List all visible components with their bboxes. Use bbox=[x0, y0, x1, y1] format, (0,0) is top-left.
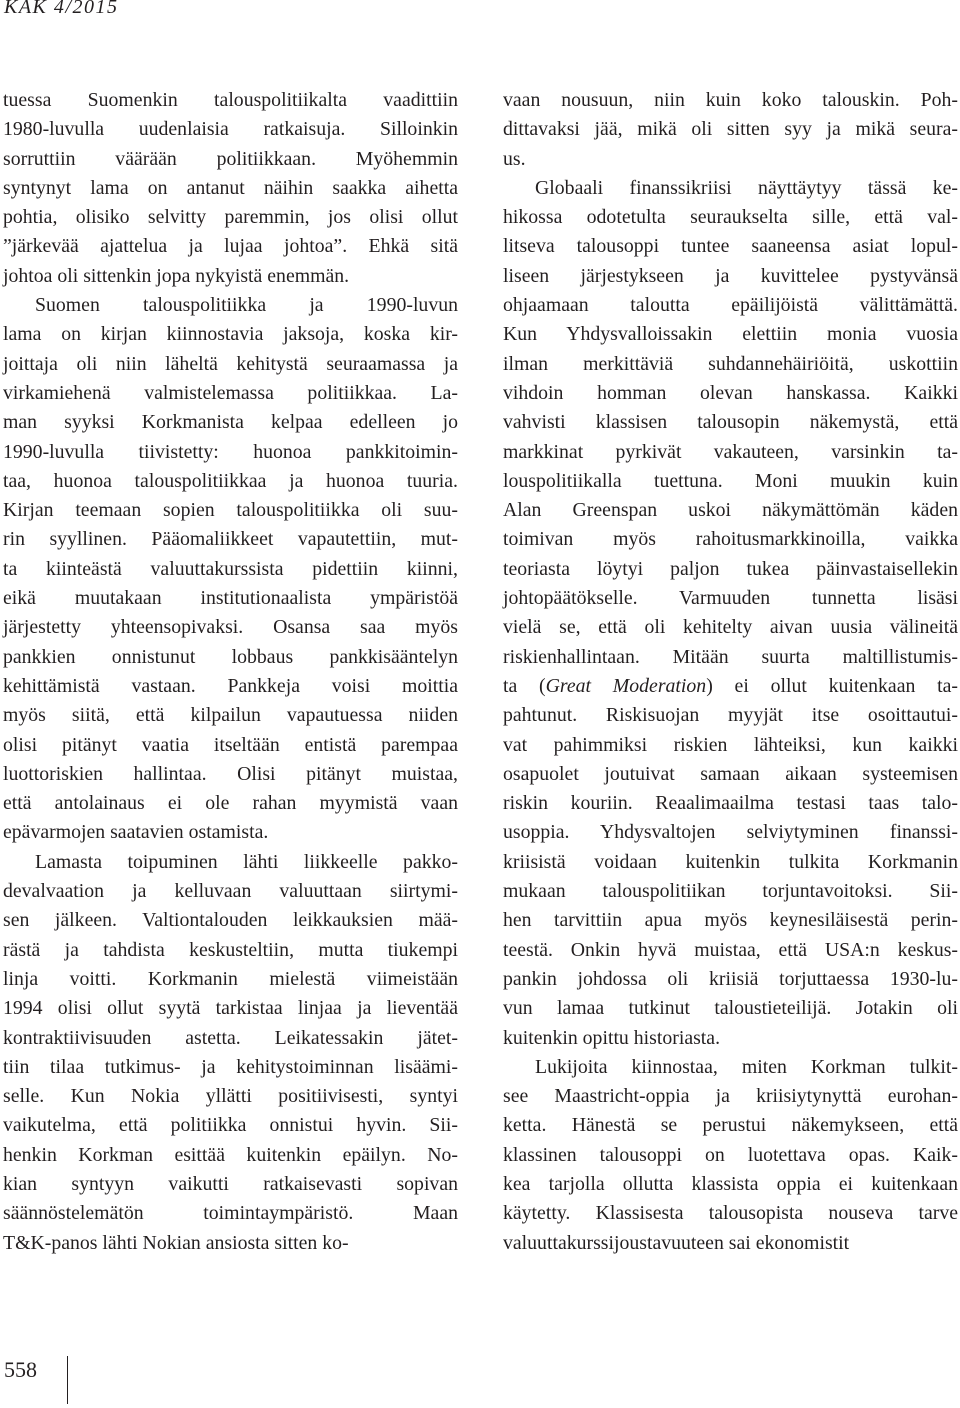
text-line: markkinat pyrkivät vakauteen, varsinkin ta- bbox=[503, 440, 958, 463]
text-line: Kirjan teemaan sopien talouspolitiikka oli suu- bbox=[3, 499, 458, 522]
text-line: see Maastricht-oppia ja kriisiytynyttä eurohan- bbox=[503, 1085, 958, 1108]
text-line: tiin tilaa tutkimus- ja kehitystoiminnan lisäämi- bbox=[3, 1055, 458, 1078]
text-line: joittaja oli niin läheltä kehitystä seuraamassa ja bbox=[3, 352, 458, 375]
paragraph bbox=[503, 1053, 958, 1258]
text-line: louspolitiikalla tuettuna. Moni muukin kuin bbox=[503, 469, 958, 492]
paragraph bbox=[3, 848, 458, 1258]
text-line: dittavaksi jää, mikä oli sitten syy ja mikä seura- bbox=[503, 118, 958, 141]
text-line: johtoa oli sittenkin jopa nykyistä enemmän. bbox=[3, 264, 350, 287]
text-line: 1980-luvulla uudenlaisia ratkaisuja. Silloinkin bbox=[3, 118, 458, 141]
text-line: ”järkevää ajattelua ja lujaa johtoa”. Ehkä sitä bbox=[3, 235, 458, 258]
text-line: Alan Greenspan uskoi näkymättömän käden bbox=[503, 499, 958, 522]
text-line: litseva talousoppi tuntee saaneensa asiat lopul- bbox=[503, 235, 958, 258]
footer-rule bbox=[67, 1356, 68, 1404]
text-line: T&K-panos lähti Nokian ansiosta sitten ko- bbox=[3, 1231, 349, 1254]
text-line: kian syntyyn vaikutti ratkaisevasti sopivan bbox=[3, 1172, 458, 1195]
text-line: 1994 olisi ollut syytä tarkistaa linjaa ja lieventää bbox=[3, 997, 458, 1020]
text-line: vaan nousuun, niin kuin koko talouskin. Poh- bbox=[503, 89, 958, 111]
text-line: Suomen talouspolitiikka ja 1990-luvun bbox=[35, 294, 458, 317]
text-line: Lukijoita kiinnostaa, miten Korkman tulkit- bbox=[535, 1055, 958, 1078]
left-text-column bbox=[3, 86, 458, 1258]
text-line: riskin kouriin. Reaalimaailma testasi taas talo- bbox=[503, 792, 958, 815]
right-text-column bbox=[503, 86, 958, 1258]
text-line: kehittämistä vastaan. Pankkeja voisi moittia bbox=[3, 674, 458, 697]
paragraph bbox=[503, 174, 958, 1053]
text-line: kontraktiivisuuden astetta. Leikatessakin jätet- bbox=[3, 1026, 458, 1049]
text-line: 1990-luvulla tiivistetty: huonoa pankkitoimin- bbox=[3, 440, 458, 463]
text-line: ta kiinteästä valuuttakurssista pidettiin kiinni, bbox=[3, 557, 458, 580]
text-line: toimivan myös rahoitusmarkkinoilla, vaikka bbox=[503, 528, 958, 551]
text-line: man syyksi Korkmanista kelpaa edelleen jo bbox=[3, 411, 458, 434]
text-line: eikä muutakaan institutionaalista ympäristöä bbox=[3, 587, 458, 610]
text-line: syntynyt lama on antanut näihin saakka aihetta bbox=[3, 176, 458, 199]
page-number: 558 bbox=[4, 1357, 37, 1382]
paragraph bbox=[503, 86, 958, 174]
text-line: ta (Great Moderation) ei ollut kuitenkaan ta- bbox=[503, 674, 959, 697]
text-line: usoppia. Yhdysvaltojen selviytyminen finanssi- bbox=[503, 821, 958, 844]
text-line: linja voitti. Korkmanin mielestä viimeistään bbox=[3, 967, 458, 990]
text-line: riskienhallintaan. Mitään suurta maltillistumis- bbox=[503, 645, 958, 668]
text-line: olisi pitänyt vaatia itseltään entistä parempaa bbox=[3, 733, 458, 756]
text-line: vat pahimmiksi riskien lähteiksi, kun kaikki bbox=[503, 733, 958, 756]
text-line: rästä ja tahdista keskusteltiin, mutta tiukempi bbox=[3, 938, 458, 961]
text-line: järjestetty yhteensopivaksi. Osansa saa myös bbox=[3, 616, 458, 639]
text-line: kuitenkin opittu historiasta. bbox=[503, 1026, 721, 1049]
text-line: vun lamaa tutkinut taloustieteilijä. Jotakin oli bbox=[503, 997, 958, 1020]
text-line: vielä se, että oli kehitelty aivan uusia välineitä bbox=[503, 616, 958, 639]
text-line: säännöstelemätön toimintaympäristö. Maan bbox=[3, 1202, 458, 1225]
text-line: Kun Yhdysvalloissakin elettiin monia vuosia bbox=[503, 323, 958, 346]
text-line: taa, huonoa talouspolitiikkaa ja huonoa tuuria. bbox=[3, 469, 458, 492]
text-line: tuessa Suomenkin talouspolitiikalta vaadittiin bbox=[3, 89, 458, 111]
text-line: johtopäätökselle. Varmuuden tunnetta lisäsi bbox=[503, 587, 958, 610]
paragraph bbox=[3, 86, 458, 291]
text-line: ilman merkittäviä suhdannehäiriöitä, uskottiin bbox=[503, 352, 958, 375]
text-line: että antolainaus ei ole rahan myymistä vaan bbox=[3, 792, 458, 815]
text-line: vahvisti klassisen talousopin näkemystä, että bbox=[503, 411, 958, 434]
text-line: Lamasta toipuminen lähti liikkeelle pakko- bbox=[35, 850, 458, 873]
text-line: mukaan talouspolitiikan torjuntavoitoksi. Sii- bbox=[503, 880, 958, 903]
paragraph bbox=[3, 291, 458, 848]
text-line: kriisistä voidaan kuitenkin tulkita Korkmanin bbox=[503, 850, 958, 873]
text-line: myös siitä, että kilpailun vapautuessa niiden bbox=[3, 704, 458, 727]
text-line: lama on kirjan kiinnostavia jaksoja, koska kir- bbox=[3, 323, 458, 346]
text-line: sorruttiin väärään politiikkaan. Myöhemmin bbox=[3, 147, 458, 170]
text-line: klassinen talousoppi on luotettava opas. Kaik- bbox=[503, 1143, 958, 1166]
text-line: kea tarjolla ollutta klassista oppia ei kuitenkaan bbox=[503, 1172, 958, 1195]
text-line: Globaali finanssikriisi näyttäytyy tässä ke- bbox=[535, 176, 958, 199]
text-line: valuuttakurssijoustavuuteen sai ekonomistit bbox=[503, 1231, 850, 1254]
text-line: vihdoin homman olevan hanskassa. Kaikki bbox=[503, 381, 958, 404]
text-line: teoriasta löytyi paljon tukea päinvastaisellekin bbox=[503, 557, 958, 580]
text-line: vaikutelma, että politiikka onnistui hyvin. Sii- bbox=[3, 1114, 458, 1137]
text-line: pahtunut. Riskisuojan myyjät itse osoittautui- bbox=[503, 704, 958, 727]
text-line: devalvaation ja kelluvaan valuuttaan siirtymi- bbox=[3, 880, 458, 903]
text-line: pohtia, olisiko selvitty paremmin, jos olisi ollut bbox=[3, 206, 458, 229]
text-line: hikossa odotetulta seuraukselta sille, että val- bbox=[503, 206, 958, 229]
text-line: luottoriskien hallintaa. Olisi pitänyt muistaa, bbox=[3, 762, 458, 785]
text-line: pankkien onnistunut lobbaus pankkisääntelyn bbox=[3, 645, 458, 668]
text-line: virkamiehenä valmistelemassa politiikkaa. La- bbox=[3, 381, 458, 404]
text-line: sen jälkeen. Valtiontalouden leikkauksien mää- bbox=[3, 909, 458, 932]
text-line: hen tarvittiin apua myös keynesiläisestä perin- bbox=[503, 909, 958, 932]
text-line: henkin Korkman esittää kuitenkin epäilyn. No- bbox=[3, 1143, 458, 1166]
text-line: epävarmojen saatavien ostamista. bbox=[3, 821, 269, 844]
text-line: teestä. Onkin hyvä muistaa, että USA:n keskus- bbox=[503, 938, 958, 961]
text-line: osapuolet joutuivat samaan aikaan systeemisen bbox=[503, 762, 958, 785]
text-line: liseen järjestykseen ja kuvittelee pystyvänsä bbox=[503, 264, 958, 287]
text-line: ohjaamaan taloutta epäilijöistä välittämättä. bbox=[503, 294, 958, 317]
text-line: pankin johdossa oli kriisiä torjuttaessa 1930-lu- bbox=[503, 967, 958, 990]
text-line: käytetty. Klassisesta talousopista nouseva tarve bbox=[503, 1202, 958, 1225]
text-line: us. bbox=[503, 147, 526, 170]
text-line: selle. Kun Nokia yllätti positiivisesti, syntyi bbox=[3, 1085, 458, 1108]
journal-header: KAK 4/2015 bbox=[4, 0, 119, 18]
text-line: ketta. Hänestä se perustui näkemykseen, että bbox=[503, 1114, 958, 1137]
text-line: rin syyllinen. Pääomaliikkeet vapautettiin, mut- bbox=[3, 528, 458, 551]
